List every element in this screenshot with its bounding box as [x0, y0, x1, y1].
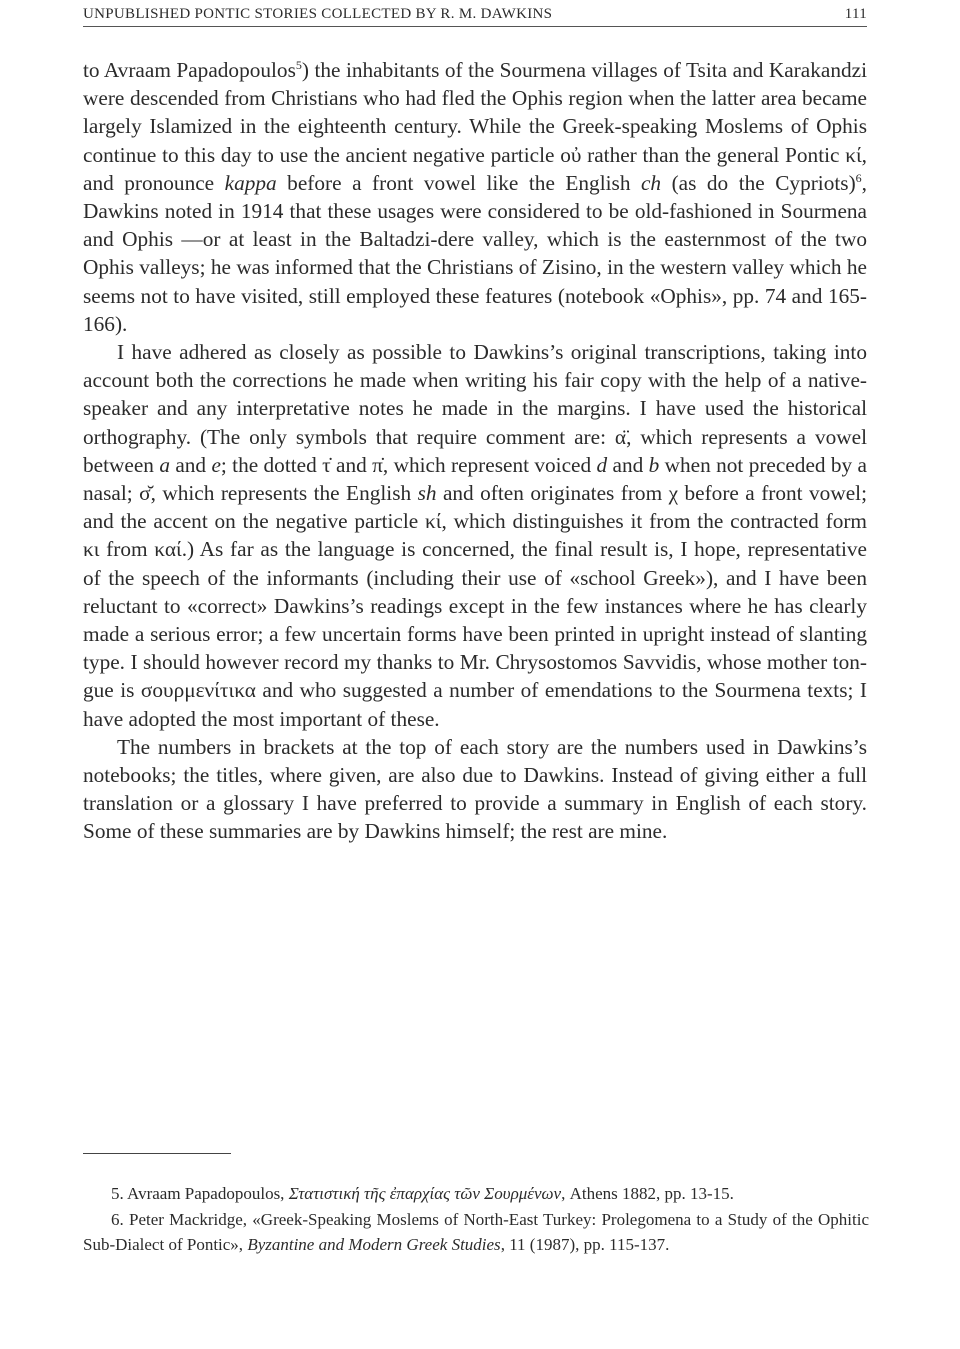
- text-run: 6. Peter Mackridge, «Greek-Speaking Moslems of North-East Turkey: Prolegomena to a Study of the Ophitic Sub-Dialect of Pontic»,: [83, 1209, 869, 1254]
- italic-text: e: [211, 452, 221, 477]
- text-run: before a front vowel like the English: [276, 170, 641, 195]
- text-run: and: [607, 452, 649, 477]
- paragraph-3: [83, 733, 867, 846]
- running-header: [83, 4, 867, 27]
- italic-text: a: [159, 452, 170, 477]
- italic-text: sh: [417, 481, 437, 506]
- running-title: UNPUBLISHED PONTIC STORIES COLLECTED BY R. M. DAWKINS: [83, 6, 553, 22]
- italic-text: b: [648, 452, 660, 477]
- footnote-5: [83, 1181, 869, 1207]
- italic-text: kappa: [224, 170, 277, 195]
- body-text: [83, 56, 867, 846]
- text-run: ) the inhabitants of the Sourmena villages of Tsita and Karakandzi were descended from Christians who had fled the Ophis region when the latter area became largely Islamized in the eighteenth century. While the Greek-speaking Moslems of Ophis continue to this day to use the ancient negative particle οὐ rather than the general Pontic κί, and pronounce: [83, 58, 867, 195]
- footnotes: [83, 1181, 869, 1258]
- italic-text: Byzantine and Modern Greek Studies: [247, 1235, 501, 1254]
- page-number: 111: [844, 6, 867, 22]
- text-run: 5. Avraam Papadopoulos,: [111, 1184, 289, 1203]
- text-run: (as do the Cypriots): [661, 170, 856, 195]
- text-run: The numbers in brackets at the top of each story are the numbers used in Dawkins’s notebooks; the titles, where given, are also due to Dawkins. Instead of giving either a full translation or a glossary I have preferred to provide a summary in English of each story. Some of these summaries are by Dawkins himself; the rest are mine.: [83, 734, 867, 844]
- footnote-separator: [83, 1153, 231, 1154]
- text-run: , 11 (1987), pp. 115-137.: [500, 1235, 670, 1254]
- footnote-6: [83, 1207, 869, 1258]
- text-run: , Dawkins noted in 1914 that these usages were considered to be old-fashioned in Sourmena and Ophis —or at least in the Baltadzi-dere valley, which is the easternmost of the two Ophis valleys; he was informed that the Christians of Zisino, in the western valley which he seems not to have visited, still employed these features (notebook «Ophis», pp. 74 and 165-166).: [83, 170, 867, 336]
- text-run: ; the dotted τ̇ and π̇, which represent voiced: [220, 452, 597, 477]
- text-run: and: [169, 452, 212, 477]
- text-run: when not preceded by a nasal; σ̆, which represents the English: [83, 452, 867, 506]
- text-run: and often originates from χ before a front vowel; and the accent on the negative particle κί, which distinguishes it from the contracted form κι from καί.) As far as the language is concerned, the final result is, I hope, representative of the speech of the informants (including their use of «school Greek»), and I have been reluctant to «correct» Dawkins’s readings except in the few instances where he has clearly made a serious error; a few uncertain forms have been printed in upright instead of slanting type. I should however record my thanks to Mr. Chrysostomos Savvidis, whose mother tongue is σουρμενίτικα and who suggested a number of emendations to the Sourmena texts; I have adopted the most important of these.: [83, 481, 867, 731]
- text-run: to Avraam Papadopoulos: [83, 58, 296, 82]
- footnote-marker: 6: [855, 170, 862, 185]
- footnote-marker: 5: [295, 57, 302, 72]
- italic-text: ch: [640, 170, 662, 195]
- paragraph-1: [83, 56, 867, 338]
- paragraph-2: [83, 338, 867, 733]
- italic-text: d: [596, 452, 608, 477]
- text-run: , Athens 1882, pp. 13-15.: [561, 1184, 734, 1203]
- italic-text: Στατιστική τῆς ἐπαρχίας τῶν Σουρμένων: [288, 1184, 562, 1203]
- text-run: I have adhered as closely as possible to Dawkins’s original transcriptions, taking into account both the corrections he made when writing his fair copy with the help of a native-speaker and any interpretative notes he made in the margins. I have used the historical orthography. (The only symbols that require comment are: α̈, which represents a vowel between: [83, 340, 867, 477]
